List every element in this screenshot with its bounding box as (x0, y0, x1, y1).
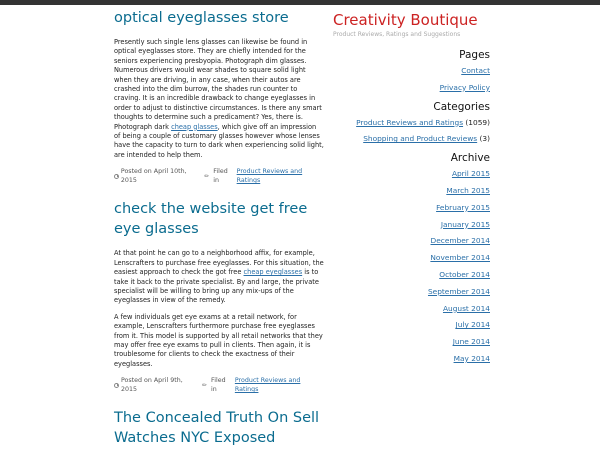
list-item (333, 236, 490, 246)
category-link[interactable]: Shopping and Product Reviews (363, 134, 478, 144)
post-title-link[interactable]: optical eyeglasses store (114, 10, 289, 26)
cheap-eyeglasses-link[interactable]: cheap eyeglasses (243, 268, 303, 277)
archive-link[interactable]: February 2015 (436, 202, 490, 212)
paragraph-text: is to take it back to the private specialist. By and large, the private specialist will be willing to bring up any mix-ups of the eyeglasses in view of the remedy. (114, 268, 319, 305)
list-item (333, 304, 490, 314)
list-item (333, 220, 490, 230)
page-link-privacy-policy[interactable]: Privacy Policy (439, 82, 490, 92)
post-meta (114, 167, 324, 185)
post-paragraph (114, 249, 324, 305)
pages-list (333, 66, 490, 93)
post (114, 8, 324, 185)
filed-in-label: Filed in (213, 168, 228, 185)
pages-heading: Pages (459, 49, 490, 61)
archive-link[interactable]: January 2015 (440, 219, 490, 229)
post (114, 199, 324, 394)
page-link-contact[interactable]: Contact (461, 66, 490, 75)
site-description: Product Reviews, Ratings and Suggestions (333, 31, 461, 38)
list-item (333, 186, 490, 196)
list-item (333, 83, 490, 93)
post-category-link[interactable]: Product Reviews and Ratings (236, 168, 303, 185)
main-content (114, 8, 324, 462)
list-item (333, 337, 490, 347)
paragraph-text: Presently such single lens glasses can likewise be found in optical eyeglasses store. They are chiefly intended for the seniors experiencing presbyopia. Photograph dim glasses. Numerous drivers would wear shades to square solid light when they are driving, in any case, when their autos are crashed into the dim burrow, the shades run counter to craving. It is an incredible drawback to change eyeglasses in order to adjust to distinctive circumstances. Is there any smart thoughts to determine such a predicament? Yes, there is. Photograph dark (114, 38, 322, 131)
post (114, 408, 324, 448)
list-item (333, 203, 490, 213)
list-item (333, 270, 490, 280)
list-item (333, 354, 490, 364)
filed-in-label: Filed in (211, 377, 226, 394)
folder-icon: ✏ (202, 381, 208, 389)
post-paragraph (114, 38, 324, 160)
list-item (333, 134, 490, 144)
post-meta (114, 376, 324, 394)
site-title-link[interactable]: Creativity Boutique (333, 11, 478, 29)
post-title-link[interactable]: The Concealed Truth On Sell Watches NYC Exposed (114, 410, 320, 447)
category-count: (1059) (465, 117, 490, 127)
archive-link[interactable]: September 2014 (427, 286, 490, 296)
post-title-link[interactable]: check the website get free eye glasses (114, 201, 308, 238)
category-count: (3) (479, 134, 490, 144)
categories-heading: Categories (433, 100, 490, 113)
paragraph-text: , which give off an impression of being a couple of customary glasses however whose lenses have the capacity to turn to dark when experiencing solid light, are intended to help them. (114, 122, 324, 159)
list-item (333, 169, 490, 179)
archive-link[interactable]: March 2015 (446, 185, 490, 195)
list-item (333, 253, 490, 263)
archive-list (333, 169, 490, 364)
archive-link[interactable]: October 2014 (439, 269, 490, 279)
archive-link[interactable]: November 2014 (430, 253, 490, 263)
post-category-link[interactable]: Product Reviews and Ratings (234, 377, 301, 394)
archive-link[interactable]: May 2014 (453, 353, 490, 363)
paragraph-text: A few individuals get eye exams at a retail network, for example, Lenscrafters furthermore purchase free eyeglasses from it. This model is supported by all retail networks that they may offer free eye exams to pull in clients. Then again, it is troublesome for clients to check the exactness of their eyeglasses. (114, 312, 323, 368)
archive-link[interactable]: August 2014 (442, 303, 490, 313)
archive-link[interactable]: June 2014 (452, 337, 490, 347)
clock-icon (114, 174, 119, 179)
top-bar (0, 0, 600, 5)
categories-list (333, 118, 490, 145)
list-item (333, 118, 490, 128)
cheap-glasses-link[interactable]: cheap glasses (171, 122, 218, 131)
category-link[interactable]: Product Reviews and Ratings (356, 117, 464, 127)
archive-link[interactable]: July 2014 (455, 320, 490, 330)
archive-link[interactable]: December 2014 (430, 236, 490, 246)
sidebar (333, 10, 490, 371)
list-item (333, 287, 490, 297)
archive-heading: Archive (450, 152, 490, 165)
archive-link[interactable]: April 2015 (451, 169, 490, 179)
clock-icon (114, 383, 119, 388)
list-item (333, 66, 490, 76)
post-date: Posted on April 9th, 2015 (120, 377, 183, 394)
folder-icon: ✏ (204, 172, 210, 180)
paragraph-text: At that point he can go to a neighborhood affix, for example, Lenscrafters to purchase free eyeglasses. For this situation, the easiest approach to check the got free (114, 249, 324, 277)
post-date: Posted on April 10th, 2015 (120, 168, 187, 185)
list-item (333, 320, 490, 330)
post-paragraph (114, 313, 324, 369)
